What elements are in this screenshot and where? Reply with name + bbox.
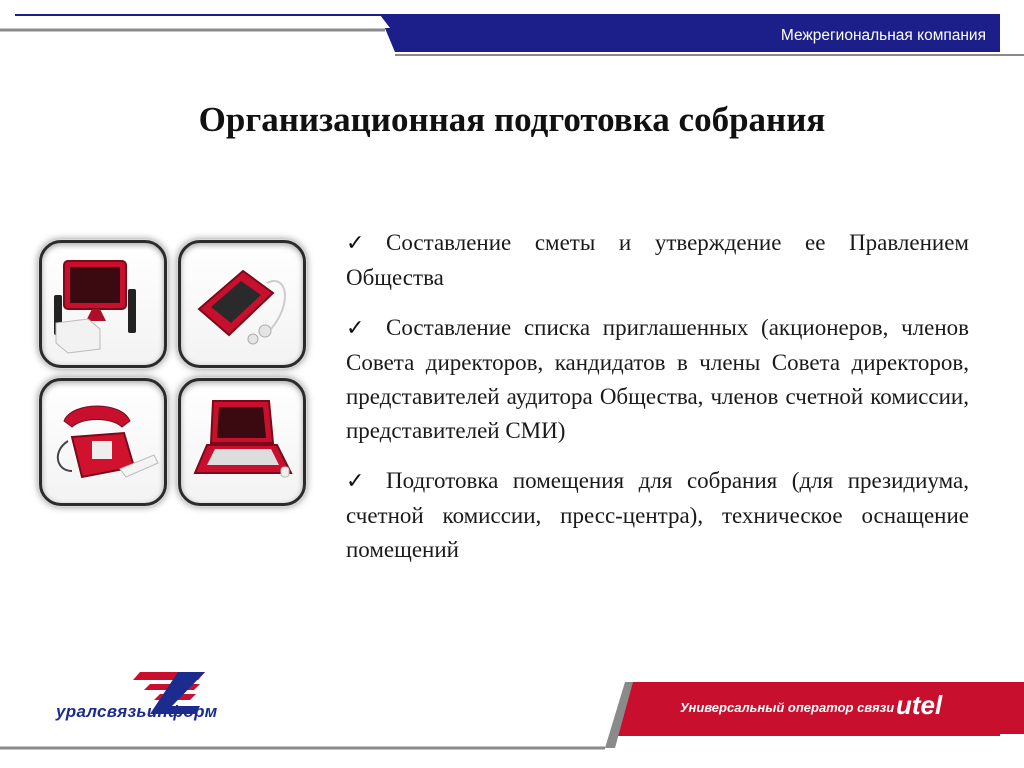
laptop-icon	[181, 381, 303, 503]
telephone-tile	[39, 378, 167, 506]
tv-tile	[39, 240, 167, 368]
laptop-tile	[178, 378, 306, 506]
checkmark-icon: ✓	[346, 469, 365, 494]
checkmark-icon: ✓	[346, 231, 365, 256]
pda-icon	[181, 243, 303, 365]
list-item: ✓ Составление списка приглашенных (акционеров, членов Совета директоров, кандидатов в члены Совета директоров, представителей аудитора Общества, членов счетной комиссии, представителей СМИ)	[346, 311, 969, 448]
list-item: ✓ Составление сметы и утверждение ее Правлением Общества	[346, 226, 969, 295]
telephone-icon	[42, 381, 164, 503]
company-label: Межрегиональная компания	[780, 27, 986, 44]
page-title: Организационная подготовка собрания	[198, 100, 826, 139]
tv-icon	[42, 243, 164, 365]
pda-tile	[178, 240, 306, 368]
checkmark-icon: ✓	[346, 316, 365, 341]
footer-slogan: Универсальный оператор связи	[680, 700, 895, 715]
utel-logo: utel	[896, 690, 943, 720]
company-logo-text: уралсвязьинформ	[56, 702, 218, 721]
list-item: ✓ Подготовка помещения для собрания (для президиума, счетной комиссии, пресс-центра), техническое оснащение помещений	[346, 464, 969, 567]
bullet-list	[346, 226, 969, 583]
